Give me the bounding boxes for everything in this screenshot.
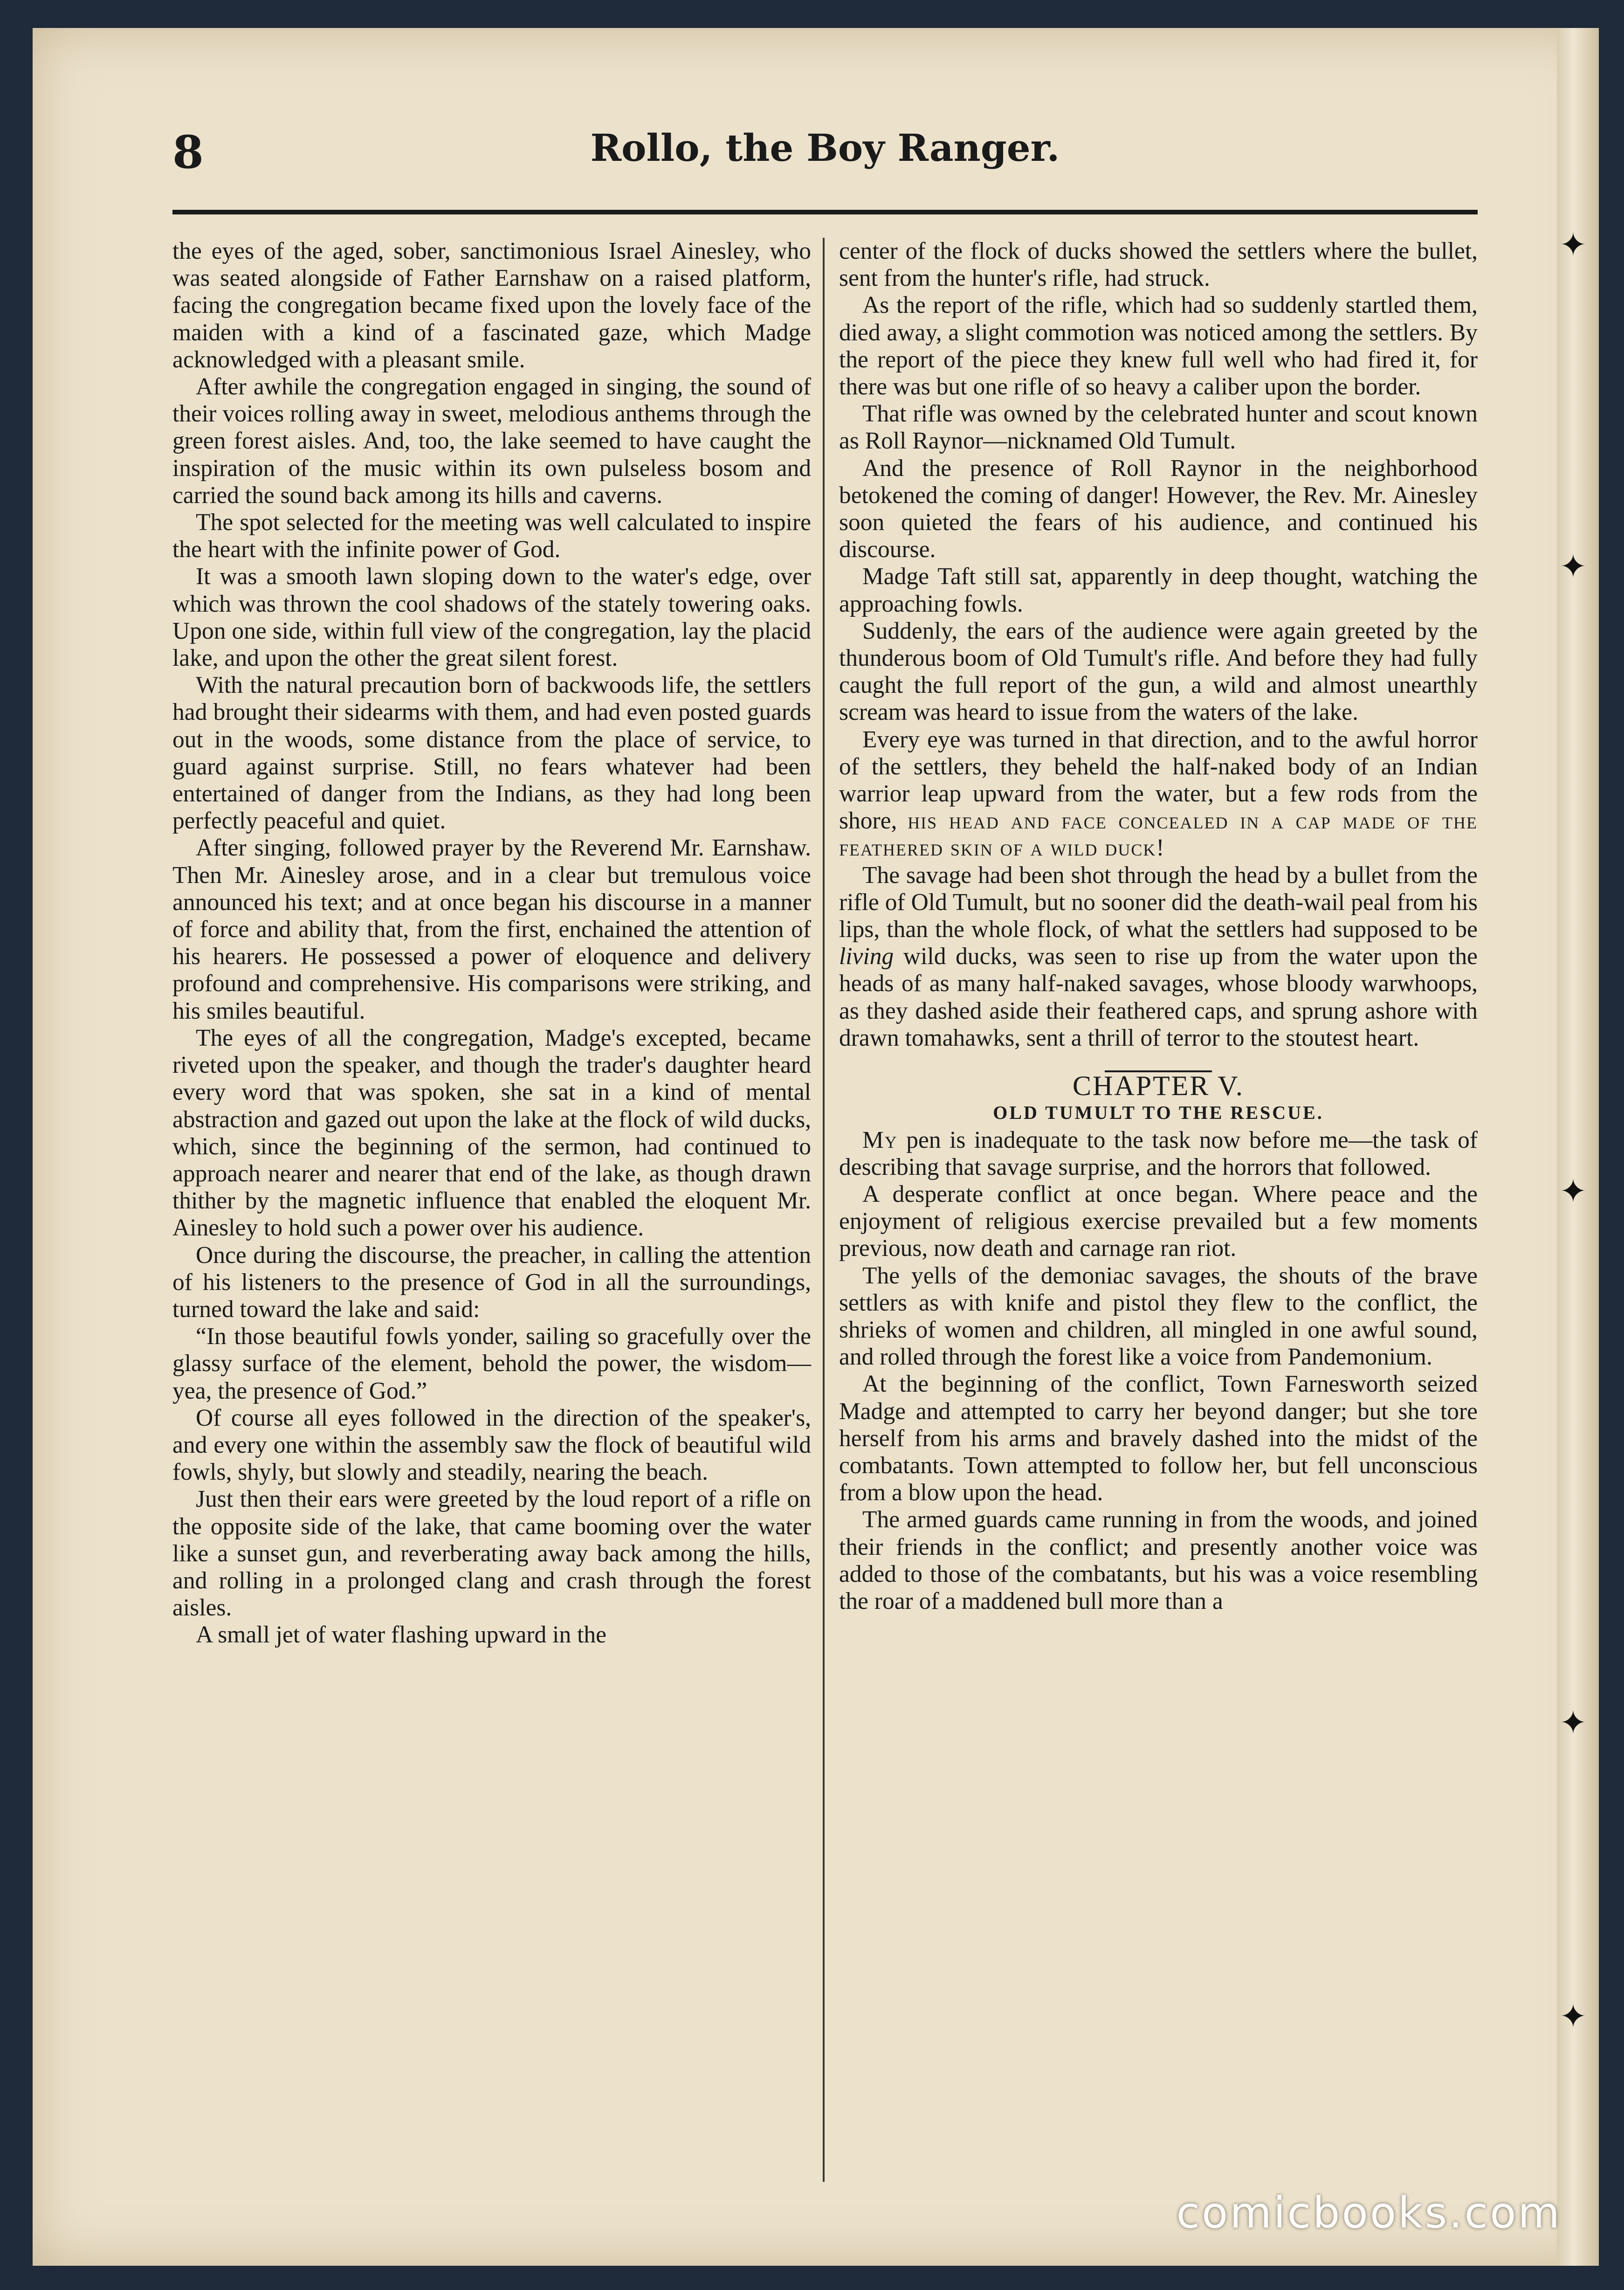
text-run: pen is inadequate to the task now before me—the task of describing that savage surprise, and the horrors that followed. [839,1126,1478,1180]
site-watermark: comicbooks.com [1176,2188,1562,2238]
chapter-title: CHAPTER V. [1073,1070,1244,1102]
running-title: Rollo, the Boy Ranger. [590,126,1060,170]
column-divider [823,238,825,2182]
paragraph: At the beginning of the conflict, Town Farnesworth seized Madge and attempted to carry her beyond danger; but she tore herself from his arms and bravely dashed into the midst of the combatants. Town attempted to follow her, but fell unconscious from a blow upon the head. [839,1371,1478,1506]
left-column [172,238,811,1649]
page-fold-edge [1557,28,1599,2266]
paragraph: The yells of the demoniac savages, the shouts of the brave settlers as with knife and pistol they flew to the conflict, the shrieks of women and children, all mingled in one awful sound, and rolled through the forest like a voice from Pandemonium. [839,1262,1478,1371]
paragraph: As the report of the rifle, which had so suddenly startled them, died away, a slight commotion was noticed among the settlers. By the report of the piece they knew full well who had fired it, for there was but one rifle of so heavy a caliber upon the border. [839,292,1478,400]
paragraph: Suddenly, the ears of the audience were again greeted by the thunderous boom of Old Tumult's rifle. And before they had fully caught the full report of the gun, a wild and almost unearthly scream was heard to issue from the waters of the lake. [839,617,1478,726]
paragraph: A small jet of water flashing upward in the [196,1621,607,1649]
paragraph [839,1127,1478,1181]
staple-icon: ✦ [1559,1172,1587,1210]
paragraph [839,862,1478,1052]
paragraph: Madge Taft still sat, apparently in deep thought, watching the approaching fowls. [839,563,1478,617]
paragraph: Of course all eyes followed in the direction of the speaker's, and every one within the assembly saw the flock of beautiful wild fowls, shyly, but slowly and steadily, nearing the beach. [172,1404,811,1486]
paragraph: Once during the discourse, the preacher, in calling the attention of his listeners to the presence of God in all the surroundings, turned toward the lake and said: [172,1242,811,1323]
staple-icon: ✦ [1559,547,1587,586]
paragraph: Just then their ears were greeted by the loud report of a rifle on the opposite side of the lake, that came booming over the water like a sunset gun, and reverberating away back among the hills, and rolling in a prolonged clang and crash through the forest aisles. [172,1486,811,1621]
page-header [172,126,1478,196]
paragraph: With the natural precaution born of backwoods life, the settlers had brought their sidearms with them, and had even posted guards out in the woods, some distance from the place of service, to guard against surprise. Still, no fears whatever had been entertained of danger from the Indians, as they had long been perfectly peaceful and quiet. [172,672,811,835]
paragraph: The eyes of all the congregation, Madge's excepted, became riveted upon the speaker, and though the trader's daughter heard every word that was spoken, she sat in a kind of mental abstraction and gazed out upon the lake at the flock of wild ducks, which, since the beginning of the sermon, had continued to approach nearer and nearer that end of the lake, as though drawn thither by the magnetic influence that enabled the eloquent Mr. Ainesley to hold such a power over his audience. [172,1024,811,1242]
paragraph: After awhile the congregation engaged in singing, the sound of their voices rolling away in sweet, melodious anthems through the green forest aisles. And, too, the lake seemed to have caught the inspiration of the music within its own pulseless bosom and carried the sound back among its hills and caverns. [172,373,811,509]
staple-icon: ✦ [1559,226,1587,264]
magazine-page [33,28,1599,2266]
paragraph: It was a smooth lawn sloping down to the water's edge, over which was thrown the cool shadows of the stately towering oaks. Upon one side, within full view of the congregation, lay the placid lake, and upon the other the great silent forest. [172,563,811,672]
staple-icon: ✦ [1559,1997,1587,2035]
paragraph: The spot selected for the meeting was well calculated to inspire the heart with the infinite power of God. [172,509,811,563]
smallcaps-run: his head and face concealed in a cap made of the feathered skin of a wild duck! [839,807,1478,862]
text-run: The savage had been shot through the head by a bullet from the rifle of Old Tumult, but no sooner did the death-wail peal from his lips, than the whole flock, of what the settlers had supposed to be [839,862,1478,943]
paragraph: center of the flock of ducks showed the settlers where the bullet, sent from the hunter's rifle, had struck. [839,238,1478,292]
paragraph: After singing, followed prayer by the Reverend Mr. Earnshaw. Then Mr. Ainesley arose, and in a clear but tremulous voice announced his text; and at once began his discourse in a manner of force and ability that, from the first, enchained the attention of his hearers. He possessed a power of eloquence and delivery profound and comprehensive. His comparisons were striking, and his smiles beautiful. [172,835,811,1024]
header-rule [172,210,1478,214]
paragraph: “In those beautiful fowls yonder, sailing so gracefully over the glassy surface of the element, behold the power, the wisdom—yea, the presence of God.” [172,1323,811,1404]
right-column [839,238,1478,1615]
paragraph: And the presence of Roll Raynor in the neighborhood betokened the coming of danger! However, the Rev. Mr. Ainesley soon quieted the fears of his audience, and continued his discourse. [839,455,1478,563]
chapter-subtitle: OLD TUMULT TO THE RESCUE. [993,1102,1324,1124]
paragraph: A desperate conflict at once began. Where peace and the enjoyment of religious exercise prevailed but a few moments previous, now death and carnage ran riot. [839,1180,1478,1262]
paragraph [839,726,1478,862]
smallcaps-run: My [862,1126,898,1153]
italic-run: living [839,943,894,970]
text-run: Every eye was turned in that direction, and to the awful horror of the settlers, they beheld the half-naked body of an Indian warrior leap upward from the water, but a few rods from the shore, [839,726,1478,835]
text-run: wild ducks, was seen to rise up from the water upon the heads of as many half-naked savages, whose bloody warwhoops, as they dashed aside their feathered caps, and sprung ashore with drawn tomahawks, sent a thrill of terror to the stoutest heart. [839,943,1478,1051]
staple-icon: ✦ [1559,1704,1587,1742]
paragraph: The armed guards came running in from the woods, and joined their friends in the conflict; and presently another voice was added to those of the combatants, but his was a voice resembling the roar of a maddened bull more than a [839,1506,1478,1614]
paragraph: the eyes of the aged, sober, sanctimonious Israel Ainesley, who was seated alongside of Father Earnshaw on a raised platform, facing the congregation became fixed upon the lovely face of the maiden with a kind of a fascinated gaze, which Madge acknowledged with a pleasant smile. [172,238,811,373]
page-number: 8 [172,126,204,179]
paragraph: That rifle was owned by the celebrated hunter and scout known as Roll Raynor—nicknamed Old Tumult. [839,400,1478,455]
